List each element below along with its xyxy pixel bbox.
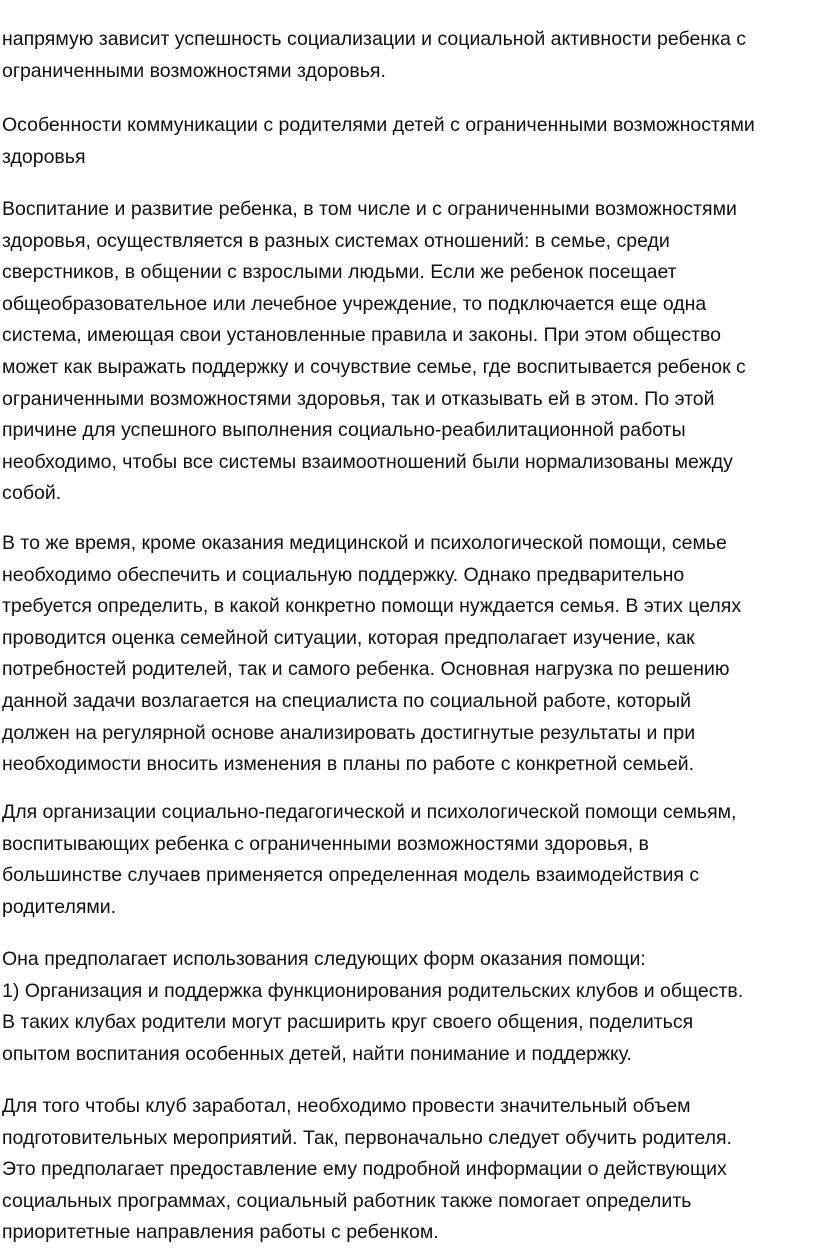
text-line: здоровья, осуществляется в разных системах отношений: в семье, среди <box>2 229 670 252</box>
section-heading-communication <box>2 110 814 173</box>
text-line: требуется определить, в какой конкретно помощи нуждается семья. В этих целях <box>2 595 742 618</box>
text-line: данной задачи возлагается на специалиста по социальной работе, который <box>2 689 692 712</box>
text-line: большинстве случаев применяется определенная модель взаимодействия с <box>2 864 700 887</box>
text-line: Для того чтобы клуб заработал, необходимо провести значительный объем <box>2 1095 691 1117</box>
text-line: сверстников, в общении с взрослыми людьми. Если же ребенок посещает <box>2 261 677 284</box>
paragraph-upbringing-systems <box>2 194 814 510</box>
text-line: родителями. <box>2 895 117 918</box>
text-line: В таких клубах родители могут расширить круг своего общения, поделиться <box>2 1011 694 1034</box>
text-line: Это предполагает предоставление ему подробной информации о действующих <box>2 1158 727 1181</box>
text-line: Она предполагает использования следующих форм оказания помощи: <box>2 948 646 970</box>
paragraph-club-preparation <box>2 1091 814 1249</box>
text-line: Особенности коммуникации с родителями детей с ограниченными возможностями <box>2 114 755 136</box>
text-line: Для организации социально-педагогической и психологической помощи семьям, <box>2 801 737 823</box>
text-line: 1) Организация и поддержка функционирования родительских клубов и обществ. <box>2 979 744 1002</box>
text-line: собой. <box>2 482 62 505</box>
text-line: проводится оценка семейной ситуации, которая предполагает изучение, как <box>2 626 695 649</box>
text-line: социальных программах, социальный работник также помогает определить <box>2 1189 692 1212</box>
text-line: приоритетные направления работы с ребенком. <box>2 1221 439 1244</box>
text-line: необходимости вносить изменения в планы по работе с конкретной семьей. <box>2 753 695 776</box>
paragraph-help-forms <box>2 944 814 1070</box>
text-line: должен на регулярной основе анализировать достигнутые результаты и при <box>2 721 696 744</box>
text-line: В то же время, кроме оказания медицинской и психологической помощи, семье <box>2 532 727 554</box>
paragraph-socialization-intro <box>2 24 814 87</box>
text-line: ограниченными возможностями здоровья, так и отказывать ей в этом. По этой <box>2 387 715 410</box>
text-line: воспитывающих ребенка с ограниченными возможностями здоровья, в <box>2 832 649 855</box>
text-line: напрямую зависит успешность социализации и социальной активности ребенка с <box>2 28 747 50</box>
paragraph-social-support <box>2 528 814 781</box>
text-line: здоровья <box>2 145 86 168</box>
text-line: необходимо, чтобы все системы взаимоотношений были нормализованы между <box>2 450 733 473</box>
text-line: опытом воспитания особенных детей, найти понимание и поддержку. <box>2 1042 632 1065</box>
text-line: подготовительных мероприятий. Так, первоначально следует обучить родителя. <box>2 1126 732 1149</box>
text-line: причине для успешного выполнения социально-реабилитационной работы <box>2 419 686 442</box>
text-line: ограниченными возможностями здоровья. <box>2 59 386 82</box>
text-line: необходимо обеспечить и социальную поддержку. Однако предварительно <box>2 563 685 586</box>
text-line: общеобразовательное или лечебное учреждение, то подключается еще одна <box>2 292 707 315</box>
text-line: система, имеющая свои установленные правила и законы. При этом общество <box>2 324 721 347</box>
paragraph-interaction-model <box>2 797 814 923</box>
text-line: потребностей родителей, так и самого ребенка. Основная нагрузка по решению <box>2 658 730 681</box>
text-line: Воспитание и развитие ребенка, в том числе и с ограниченными возможностями <box>2 198 737 220</box>
text-line: может как выражать поддержку и сочувствие семье, где воспитывается ребенок с <box>2 355 746 378</box>
